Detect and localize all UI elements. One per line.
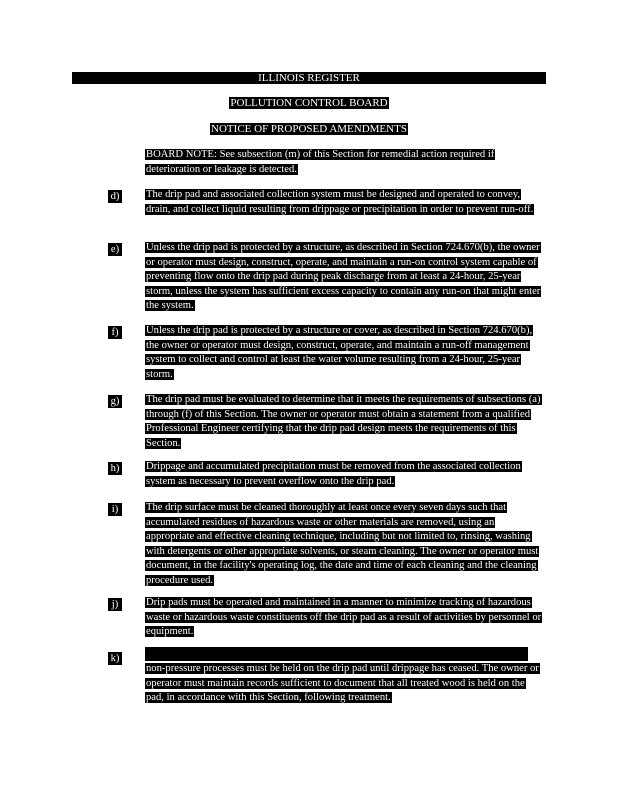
board-note — [145, 148, 545, 177]
item-j-text: Drip pads must be operated and maintained in a manner to minimize tracking of hazardous waste or hazardous waste constituents off the drip pad as a result of activities by personnel or equipment. — [146, 597, 542, 638]
item-h — [145, 460, 545, 489]
item-label-i: i) — [108, 503, 122, 516]
item-f-text: Unless the drip pad is protected by a structure or cover, as described in Section 724.670(b), the owner or operator must design, construct, operate, and maintain a run-off management system to collect and control at least the water volume resulting from a 24-hour, 25-year storm. — [146, 325, 533, 380]
board-note-text: BOARD NOTE: See subsection (m) of this Section for remedial action required if deterioration or leakage is detected. — [146, 149, 495, 175]
item-h-text: Drippage and accumulated precipitation must be removed from the associated collection system as necessary to prevent overflow onto the drip pad. — [146, 461, 521, 487]
item-i — [145, 501, 545, 589]
item-k — [145, 662, 545, 706]
item-k-text: non-pressure processes must be held on the drip pad until drippage has ceased. The owner or operator must maintain records sufficient to document that all treated wood is held on the pad, in accordance with this Section, following treatment. — [146, 663, 539, 704]
item-g-text: The drip pad must be evaluated to determine that it meets the requirements of subsections (a) through (f) of this Section. The owner or operator must obtain a statement from a qualified Professional Engineer certifying that the drip pad design meets the requirements of this Section. — [146, 394, 541, 449]
item-label-g: g) — [108, 395, 122, 408]
item-label-j: j) — [108, 598, 122, 611]
item-label-f: f) — [108, 326, 122, 339]
item-e — [145, 241, 545, 314]
item-label-k: k) — [108, 652, 122, 665]
notice-header — [0, 123, 618, 136]
item-label-e: e) — [108, 243, 122, 256]
item-label-d: d) — [108, 190, 122, 203]
item-d-text: The drip pad and associated collection system must be designed and operated to convey, drain, and collect liquid resulting from drippage or precipitation in order to prevent run-off. — [146, 189, 534, 215]
register-header: ILLINOIS REGISTER — [72, 72, 546, 84]
item-e-text: Unless the drip pad is protected by a structure, as described in Section 724.670(b), the owner or operator must design, construct, operate, and maintain a run-on control system capable of preventing flow onto the drip pad during peak discharge from at least a 24-hour, 25-year storm, unless the system has sufficient excess capacity to contain any run-on that might enter the system. — [146, 242, 541, 312]
board-header-text: POLLUTION CONTROL BOARD — [230, 97, 388, 109]
notice-header-text: NOTICE OF PROPOSED AMENDMENTS — [211, 123, 407, 135]
item-j — [145, 596, 545, 640]
item-g — [145, 393, 545, 451]
item-d — [145, 188, 545, 217]
item-i-text: The drip surface must be cleaned thoroughly at least once every seven days such that accumulated residues of hazardous waste or other materials are removed, using an appropriate and effective cleaning technique, including but not limited to, rinsing, washing with detergents or other appropriate solvents, or steam cleaning. The owner or operator must document, in the facility's operating log, the date and time of each cleaning and the cleaning procedure used. — [146, 502, 539, 586]
board-header — [0, 97, 618, 110]
redacted-line — [145, 647, 528, 661]
item-f — [145, 324, 545, 382]
item-label-h: h) — [108, 462, 122, 475]
